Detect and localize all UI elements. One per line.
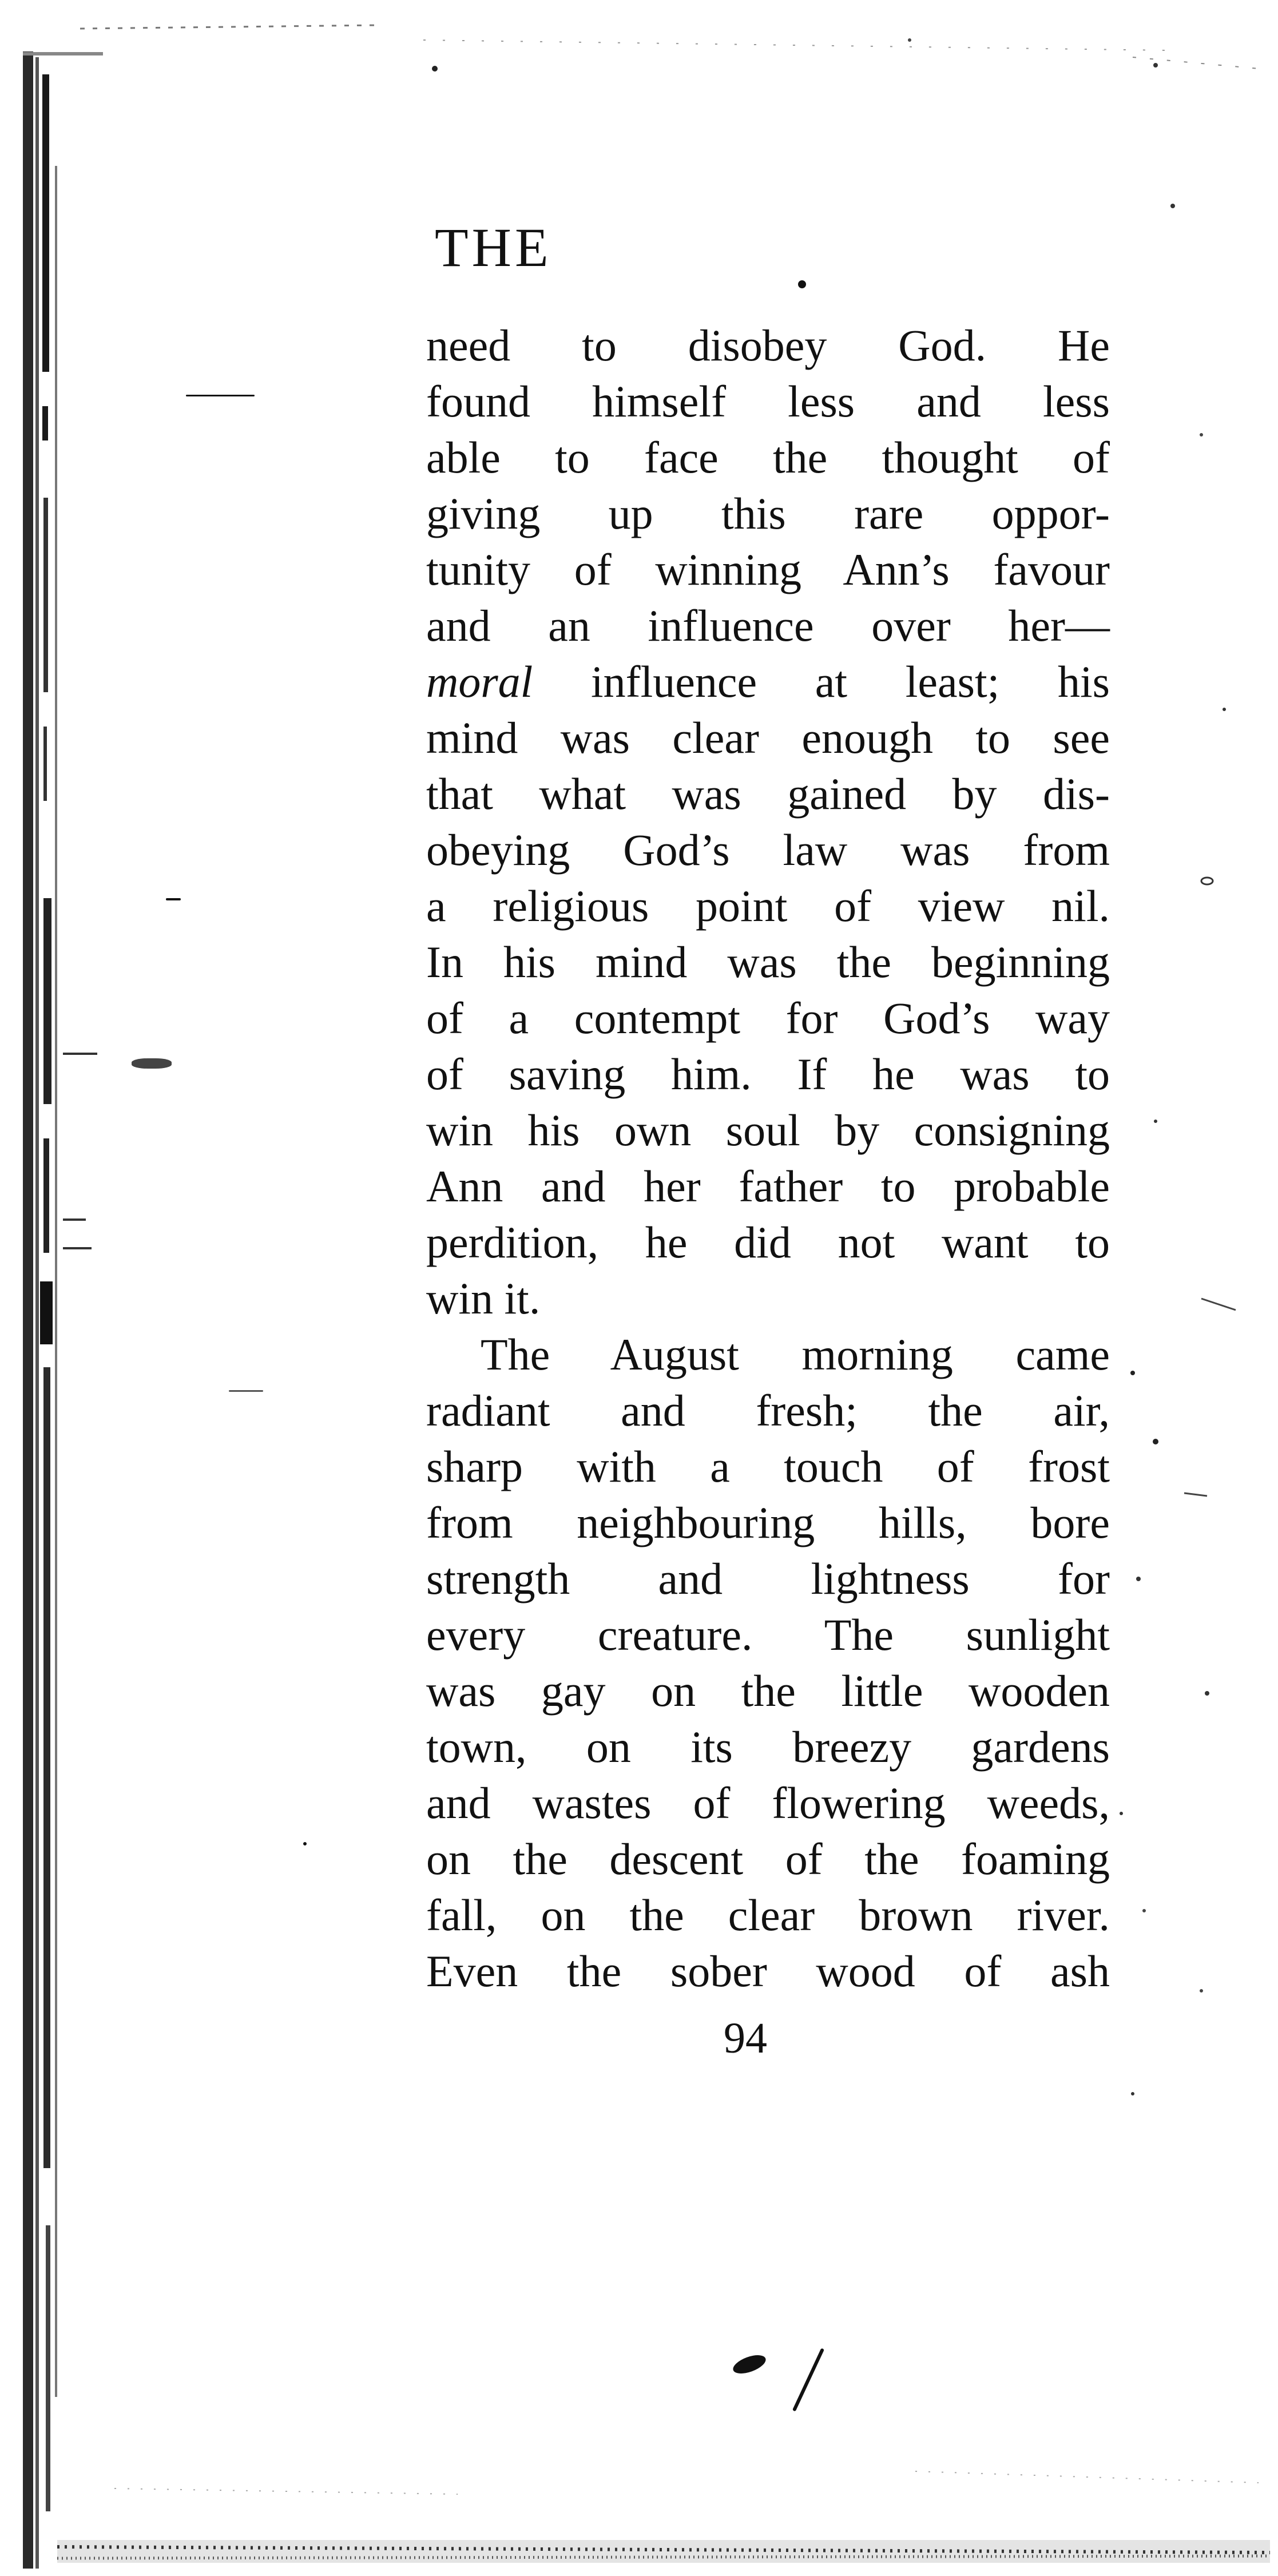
body-text (426, 317, 1110, 1999)
text-line: town, on its breezy gardens (426, 1722, 1110, 1772)
top-edge-noise (80, 17, 1259, 86)
text-line (426, 654, 1110, 710)
text-line: mind was clear enough to see (426, 713, 1110, 763)
text-line: able to face the thought of (426, 432, 1110, 482)
text-line: strength and lightness for (426, 1554, 1110, 1603)
text-line: radiant and fresh; the air, (426, 1386, 1110, 1435)
ink-speck (303, 1842, 307, 1845)
pencil-mark (792, 2348, 824, 2411)
text-line: on the descent of the foaming (426, 1834, 1110, 1884)
text-line: sharp with a touch of frost (426, 1442, 1110, 1491)
text-line: win his own soul by consigning (426, 1105, 1110, 1155)
page-number: 94 (724, 2014, 767, 2062)
ink-speck (798, 280, 806, 288)
text-line: and an influence over her— (426, 601, 1110, 650)
ink-blot (731, 2352, 768, 2377)
text-line: of saving him. If he was to (426, 1049, 1110, 1099)
text-line: giving up this rare oppor- (426, 489, 1110, 538)
text-line: need to disobey God. He (426, 320, 1110, 370)
text-line: Ann and her father to probable (426, 1161, 1110, 1211)
text-line: fall, on the clear brown river. (426, 1890, 1110, 1940)
text-line: that what was gained by dis- (426, 769, 1110, 819)
ink-speck (132, 1058, 172, 1069)
italic-word: moral (426, 657, 533, 706)
text-line: Even the sober wood of ash (426, 1946, 1110, 1996)
running-head: THE (435, 217, 552, 278)
text-line: a religious point of view nil. (426, 881, 1110, 931)
text-line-rest: influence at least; his (533, 657, 1110, 706)
text-line: of a contempt for God’s way (426, 993, 1110, 1043)
ink-speck (229, 1390, 263, 1392)
text-line: and wastes of flowering weeds, (426, 1778, 1110, 1828)
text-line: win it. (426, 1273, 541, 1323)
text-line: every creature. The sunlight (426, 1610, 1110, 1660)
text-line: perdition, he did not want to (426, 1217, 1110, 1267)
ink-speck (166, 898, 181, 900)
text-line: tunity of winning Ann’s favour (426, 545, 1110, 594)
right-edge-noise (1087, 34, 1270, 2323)
bottom-edge-noise (57, 2403, 1270, 2574)
ink-speck (186, 395, 255, 396)
binding-edge-shadow (23, 51, 109, 2569)
text-line: obeying God’s law was from (426, 825, 1110, 875)
text-line: found himself less and less (426, 376, 1110, 426)
text-line: In his mind was the beginning (426, 937, 1110, 987)
text-line: The August morning came (481, 1329, 1110, 1379)
text-line: was gay on the little wooden (426, 1666, 1110, 1716)
text-line: from neighbouring hills, bore (426, 1498, 1110, 1547)
